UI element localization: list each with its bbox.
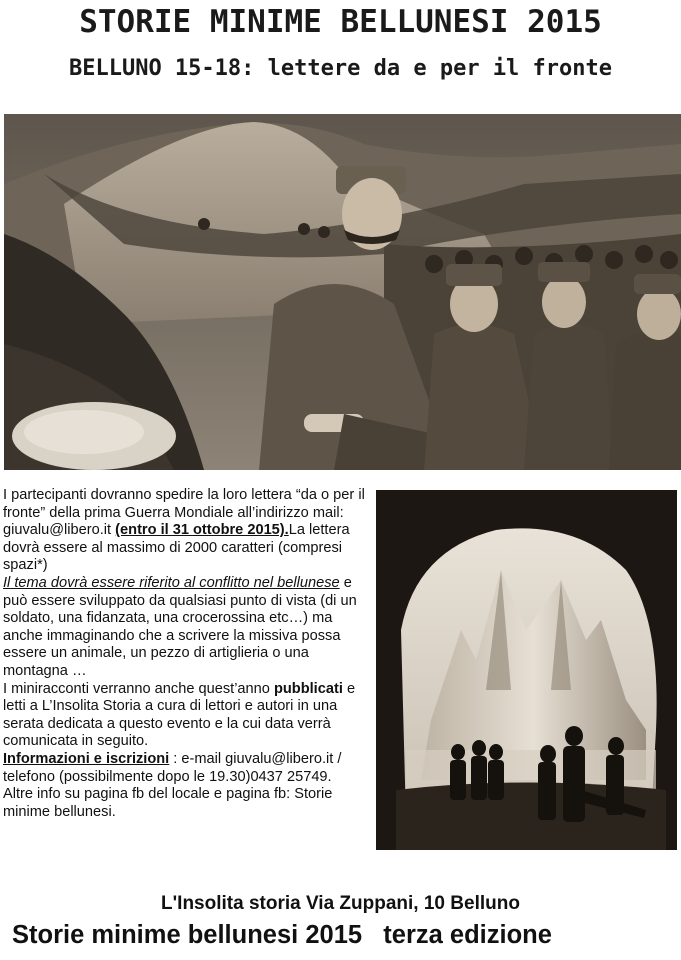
paragraph-submission xyxy=(3,487,371,575)
soldiers-photo xyxy=(4,114,681,470)
more-info-text: Altre info su pagina fb del locale e pagina fb: Storie minime bellunesi. xyxy=(3,786,333,820)
submission-text: I partecipanti dovranno spedire la loro lettera “da o per il fronte” della prima Guerra Mondiale all’indirizzo mail: giuvalu@libero.it xyxy=(3,487,365,539)
venue-address: L'Insolita storia Via Zuppani, 10 Belluno xyxy=(161,893,520,914)
cave-mountains-illustration xyxy=(376,490,677,850)
paragraph-more-info xyxy=(3,786,371,821)
publication-text: I miniracconti verranno anche quest’anno xyxy=(3,680,274,697)
paragraph-publication xyxy=(3,681,371,751)
info-label: Informazioni e iscrizioni xyxy=(3,750,170,767)
published-word: pubblicati xyxy=(273,680,343,697)
body-text xyxy=(3,487,371,821)
contact-text: : e-mail giuvalu@libero.it / telefono (possibilmente dopo le 19.30)0437 25749. xyxy=(3,750,342,785)
publication-detail-text: e letti a L’Insolita Storia a cura di lettori e autori in una serata dedicata a questo evento e la cui data verrà comunicata in seguito. xyxy=(3,680,356,750)
soldiers-photo-illustration xyxy=(4,114,681,470)
theme-text: Il tema dovrà essere riferito al conflitto nel bellunese xyxy=(3,574,340,591)
length-limit-text: La lettera dovrà essere al massimo di 2000 caratteri (compresi spazi*) xyxy=(3,522,350,574)
paragraph-theme xyxy=(3,575,371,681)
paragraph-info xyxy=(3,751,371,786)
poster-title: STORIE MINIME BELLUNESI 2015 xyxy=(79,4,602,40)
poster-subtitle: BELLUNO 15-18: lettere da e per il fronte xyxy=(68,56,613,81)
deadline-text: (entro il 31 ottobre 2015). xyxy=(115,522,289,539)
edition-line: Storie minime bellunesi 2015 terza edizione xyxy=(12,921,552,949)
cave-mountains-photo xyxy=(376,490,677,850)
theme-detail-text: e può essere sviluppato da qualsiasi punto di vista (di un soldato, una fidanzata, una crocerossina etc…) ma anche immaginando che a scrivere la missiva possa essere un animale, un pezzo di artiglieria o una montagna … xyxy=(3,574,357,679)
